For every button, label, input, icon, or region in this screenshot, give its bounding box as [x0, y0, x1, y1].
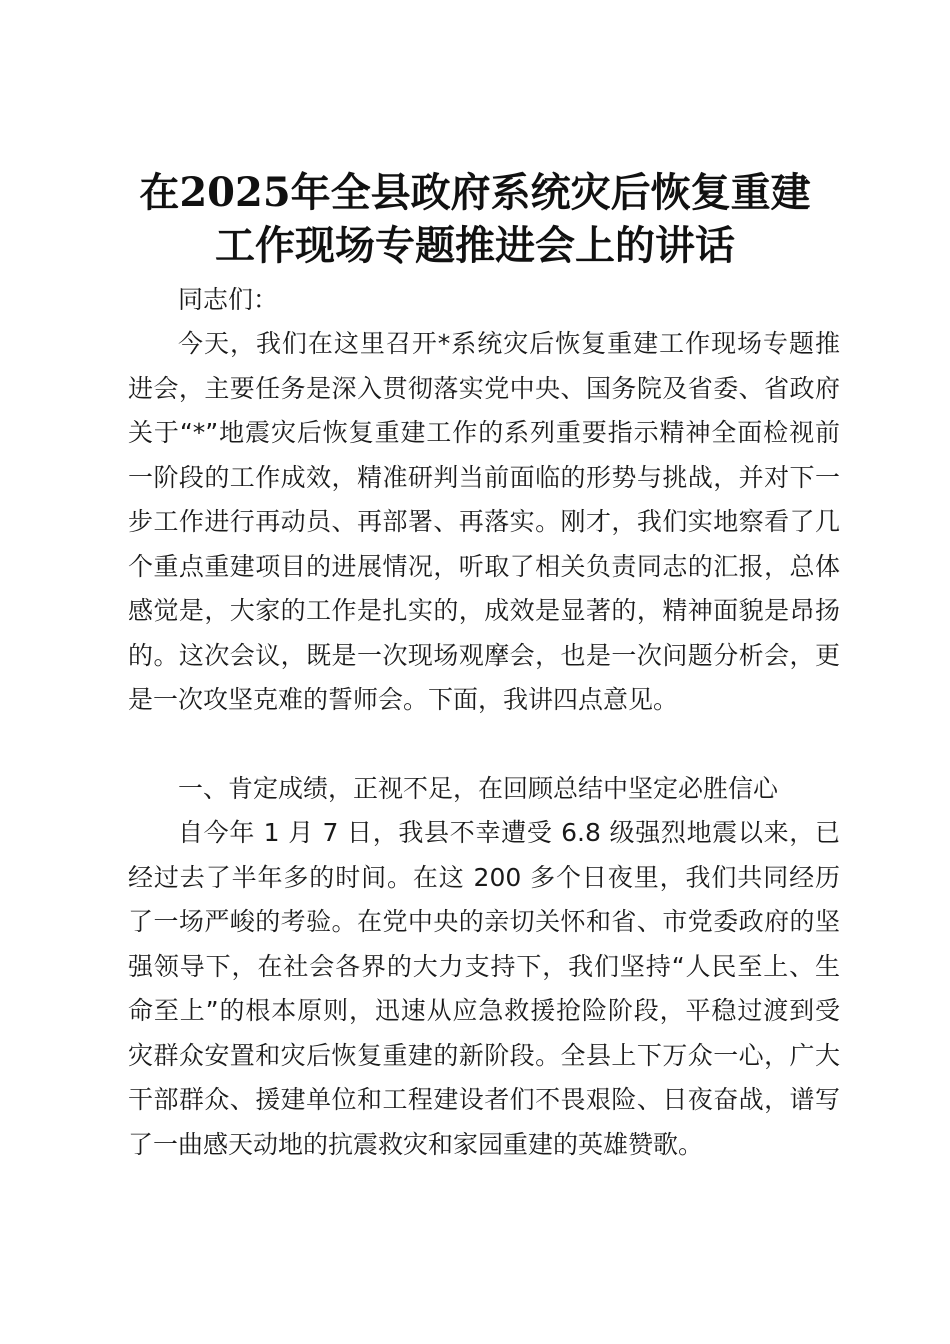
- salutation: 同志们：: [178, 285, 279, 314]
- document-title-line-2: 工作现场专题推进会上的讲话: [215, 222, 735, 269]
- body-paragraph-2: 自今年 1 月 7 日，我县不幸遭受 6.8 级强烈地震以来，已经过去了半年多的时间。在这 200 多个日夜里，我们共同经历了一场严峻的考验。在党中央的亲切关怀和省、市党委政府的坚强领导下，在社会各界的大力支持下，我们坚持“人民至上、生命至上”的根本原则，迅速从应急救援抢险阶段，平稳过渡到受灾群众安置和灾后恢复重建的新阶段。全县上下万众一心，广大干部群众、援建单位和工程建设者们不畏艰险、日夜奋战，谱写了一曲感天动地的抗震救灾和家园重建的英雄赞歌。: [128, 818, 840, 1159]
- document-title-line-1: 在2025年全县政府系统灾后恢复重建: [139, 169, 811, 216]
- section-heading-1: 一、肯定成绩，正视不足，在回顾总结中坚定必胜信心: [178, 774, 779, 803]
- body-paragraph-1: 今天，我们在这里召开*系统灾后恢复重建工作现场专题推进会，主要任务是深入贯彻落实党中央、国务院及省委、省政府关于“*”地震灾后恢复重建工作的系列重要指示精神全面检视前一阶段的工作成效，精准研判当前面临的形势与挑战，并对下一步工作进行再动员、再部署、再落实。刚才，我们实地察看了几个重点重建项目的进展情况，听取了相关负责同志的汇报，总体感觉是，大家的工作是扎实的，成效是显著的，精神面貌是昂扬的。这次会议，既是一次现场观摩会，也是一次问题分析会，更是一次攻坚克难的誓师会。下面，我讲四点意见。: [128, 329, 840, 714]
